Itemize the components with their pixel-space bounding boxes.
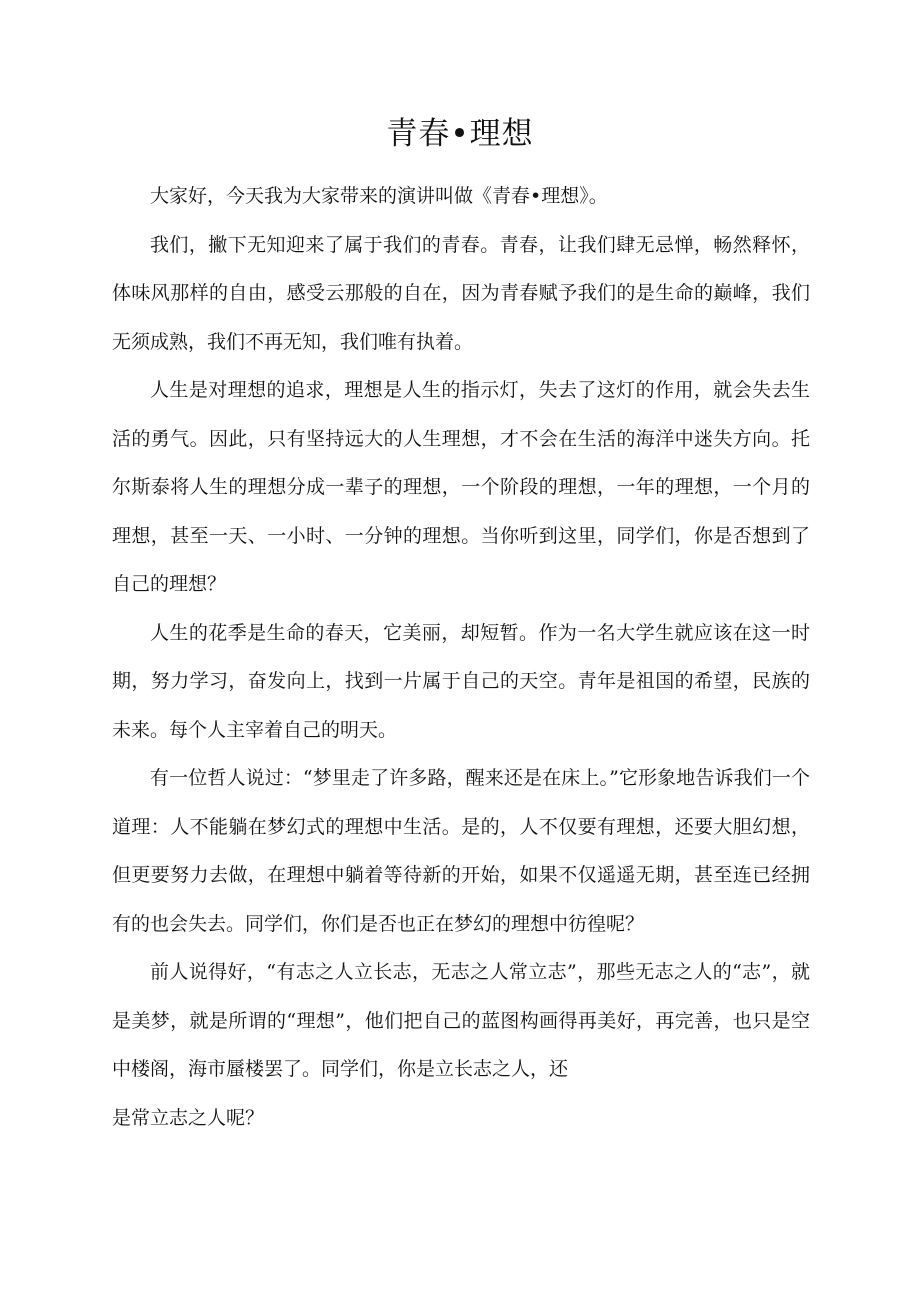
paragraph-ambition-part2: 是常立志之人呢？ [112,1106,265,1129]
paragraph-ambition-part1: 前人说得好，“有志之人立长志，无志之人常立志”，那些无志之人的“志”，就是美梦，就是所谓的“理想”，他们把自己的蓝图构画得再美好，再完善，也只是空中楼阁，海市蜃楼罢了。同学们，你是立长志之人，还 [112,961,810,1080]
paragraph-ambition [112,948,810,1142]
document-body [112,172,810,1142]
paragraph-flower-season: 人生的花季是生命的春天，它美丽，却短暂。作为一名大学生就应该在这一时期，努力学习，奋发向上，找到一片属于自己的天空。青年是祖国的希望，民族的未来。每个人主宰着自己的明天。 [112,621,810,741]
paragraph-youth: 我们，撇下无知迎来了属于我们的青春。青春，让我们肆无忌惮，畅然释怀，体味风那样的自由，感受云那般的自在，因为青春赋予我们的是生命的巅峰，我们无须成熟，我们不再无知，我们唯有执着。 [112,233,810,353]
paragraph-philosopher: 有一位哲人说过：“梦里走了许多路，醒来还是在床上。”它形象地告诉我们一个道理：人不能躺在梦幻式的理想中生活。是的，人不仅要有理想，还要大胆幻想，但更要努力去做，在理想中躺着等待新的开始，如果不仅遥遥无期，甚至连已经拥有的也会失去。同学们，你们是否也正在梦幻的理想中彷徨呢？ [112,767,810,935]
paragraph-greeting: 大家好，今天我为大家带来的演讲叫做《青春•理想》。 [150,185,608,207]
page-title: 青春•理想 [386,116,534,152]
paragraph-ideal-pursuit: 人生是对理想的追求，理想是人生的指示灯，失去了这灯的作用，就会失去生活的勇气。因此，只有坚持远大的人生理想，才不会在生活的海洋中迷失方向。托尔斯泰将人生的理想分成一辈子的理想，一个阶段的理想，一年的理想，一个月的理想，甚至一天、一小时、一分钟的理想。当你听到这里，同学们，你是否想到了自己的理想？ [112,379,810,595]
